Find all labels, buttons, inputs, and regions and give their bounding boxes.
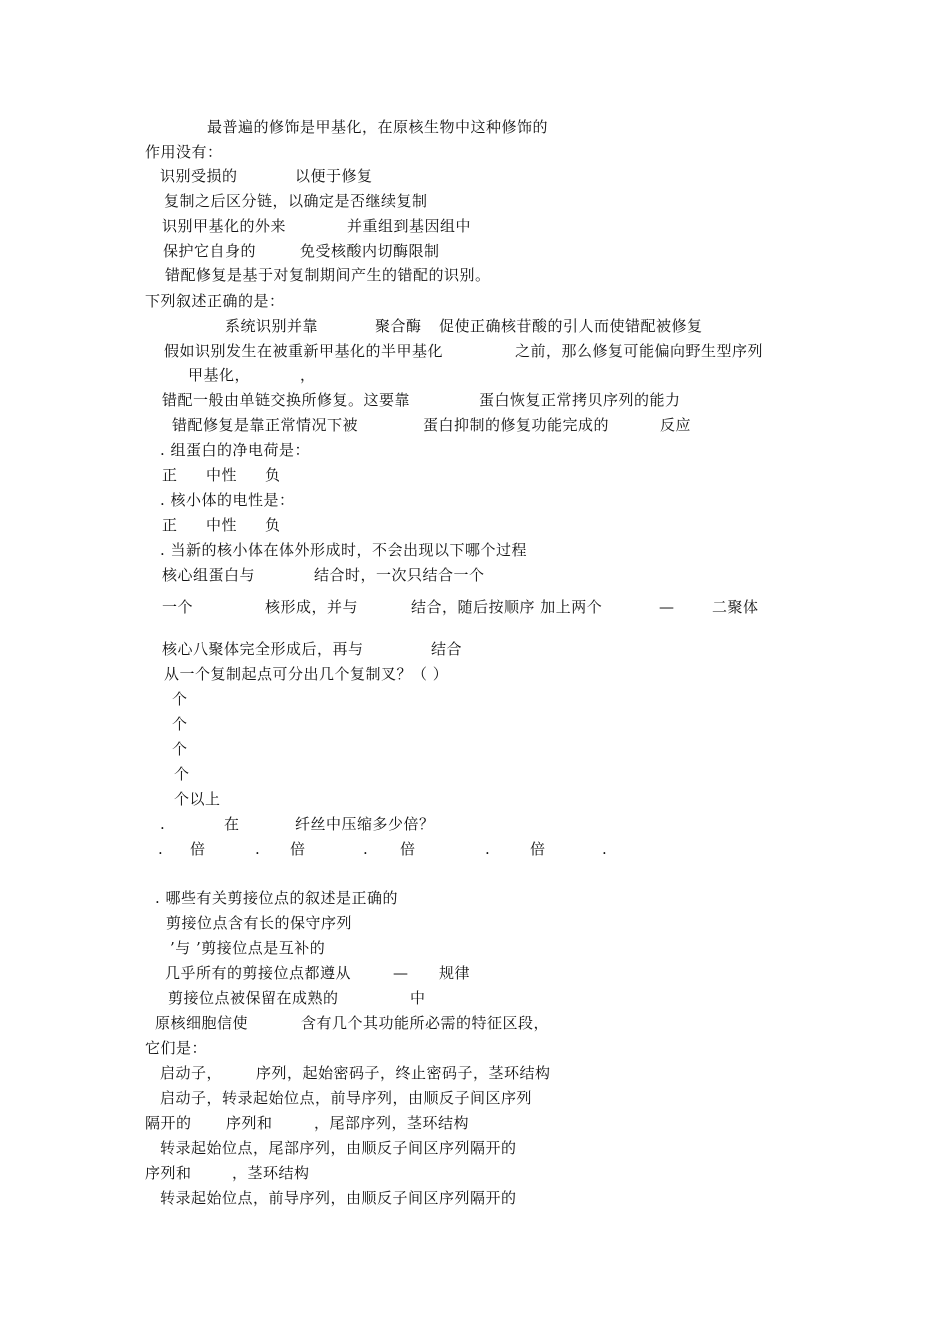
text-segment: 倍 xyxy=(290,840,306,858)
text-segment: 正 xyxy=(162,466,178,484)
text-segment: 倍 xyxy=(190,840,206,858)
text-segment: 纤丝中压缩多少倍？ xyxy=(295,815,435,833)
text-segment: 序列和 xyxy=(145,1164,192,1182)
text-segment: 启动子， xyxy=(160,1064,223,1082)
text-segment: 之前，那么修复可能偏向野生型序列 xyxy=(515,342,764,360)
text-segment: . 哪些有关剪接位点的叙述是正确的 xyxy=(155,889,399,907)
text-segment: 核心八聚体完全形成后，再与 xyxy=(162,640,364,658)
text-segment: 最普遍的修饰是甲基化，在原核生物中这种修饰的 xyxy=(207,118,549,136)
text-segment: — xyxy=(393,964,409,982)
text-segment: 结合 xyxy=(431,640,463,658)
text-segment: 保护它自身的 xyxy=(163,242,257,260)
text-segment: 作用没有： xyxy=(145,143,223,161)
text-segment: 聚合酶 xyxy=(375,317,422,335)
text-segment: 错配修复是靠正常情况下被 xyxy=(172,416,359,434)
text-segment: 蛋白恢复正常拷贝序列的能力 xyxy=(479,391,681,409)
text-segment: 在 xyxy=(224,815,240,833)
text-segment: . xyxy=(255,840,261,858)
text-segment: 倍 xyxy=(400,840,416,858)
text-segment: 序列和 xyxy=(226,1114,273,1132)
text-segment: . 组蛋白的净电荷是： xyxy=(160,441,311,459)
text-segment: 个 xyxy=(174,765,190,783)
text-segment: . xyxy=(363,840,369,858)
text-segment: 并重组到基因组中 xyxy=(347,217,472,235)
text-segment: ， xyxy=(300,366,316,384)
text-segment: 蛋白抑制的修复功能完成的 xyxy=(423,416,610,434)
text-segment: ，尾部序列，茎环结构 xyxy=(314,1114,470,1132)
text-segment: 下列叙述正确的是： xyxy=(145,292,285,310)
text-segment: 序列，起始密码子，终止密码子，茎环结构 xyxy=(256,1064,551,1082)
text-segment: 识别受损的 xyxy=(160,167,238,185)
text-segment: 负 xyxy=(265,466,281,484)
text-segment: 启动子，转录起始位点，前导序列，由顺反子间区序列 xyxy=(160,1089,533,1107)
text-segment: 几乎所有的剪接位点都遵从 xyxy=(165,964,352,982)
text-segment: 隔开的 xyxy=(145,1114,192,1132)
text-segment: 以便于修复 xyxy=(295,167,373,185)
text-segment: 倍 xyxy=(530,840,546,858)
text-segment: 错配修复是基于对复制期间产生的错配的识别。 xyxy=(165,266,491,284)
text-segment: 原核细胞信使 xyxy=(155,1014,249,1032)
text-segment: . 当新的核小体在体外形成时，不会出现以下哪个过程 xyxy=(160,541,528,559)
text-segment: 个以上 xyxy=(174,790,221,808)
text-segment: 中性 xyxy=(206,466,238,484)
text-segment: 反应 xyxy=(660,416,692,434)
text-segment: . 核小体的电性是： xyxy=(160,491,295,509)
text-segment: 正 xyxy=(162,516,178,534)
text-segment: 假如识别发生在被重新甲基化的半甲基化 xyxy=(164,342,444,360)
text-segment: 结合时，一次只结合一个 xyxy=(314,566,485,584)
text-segment: 个 xyxy=(172,690,188,708)
text-segment: 识别甲基化的外来 xyxy=(162,217,287,235)
text-segment: — xyxy=(659,598,675,616)
text-segment: 中性 xyxy=(206,516,238,534)
text-segment: 二聚体 xyxy=(712,598,759,616)
text-segment: . xyxy=(602,840,608,858)
text-segment: 甲基化， xyxy=(188,366,251,384)
text-segment: 复制之后区分链，以确定是否继续复制 xyxy=(164,192,428,210)
text-segment: 促使正确核苷酸的引人而使错配被修复 xyxy=(439,317,703,335)
text-segment: 核心组蛋白与 xyxy=(162,566,256,584)
text-segment: 它们是： xyxy=(145,1039,208,1057)
text-segment: 错配一般由单链交换所修复。这要靠 xyxy=(162,391,411,409)
text-segment: 负 xyxy=(265,516,281,534)
text-segment: 从一个复制起点可分出几个复制叉？（ ） xyxy=(164,665,449,683)
text-segment: 个 xyxy=(172,740,188,758)
text-segment: 剪接位点含有长的保守序列 xyxy=(166,914,353,932)
text-segment: 规律 xyxy=(439,964,471,982)
text-segment: 免受核酸内切酶限制 xyxy=(300,242,440,260)
text-segment: . xyxy=(160,815,166,833)
text-segment: 个 xyxy=(172,715,188,733)
text-segment: 核形成，并与 xyxy=(265,598,359,616)
text-segment: 转录起始位点，前导序列，由顺反子间区序列隔开的 xyxy=(160,1189,517,1207)
text-segment: 剪接位点被保留在成熟的 xyxy=(168,989,339,1007)
text-segment: 含有几个其功能所必需的特征区段， xyxy=(301,1014,550,1032)
text-segment: 转录起始位点，尾部序列，由顺反子间区序列隔开的 xyxy=(160,1139,517,1157)
text-segment: ’与 ’剪接位点是互补的 xyxy=(170,939,326,957)
text-segment: 系统识别并靠 xyxy=(225,317,319,335)
text-segment: . xyxy=(485,840,491,858)
text-segment: 中 xyxy=(410,989,426,1007)
text-segment: . xyxy=(158,840,164,858)
text-segment: ，茎环结构 xyxy=(232,1164,310,1182)
text-segment: 结合，随后按顺序 加上两个 xyxy=(411,598,603,616)
text-segment: 一个 xyxy=(162,598,194,616)
